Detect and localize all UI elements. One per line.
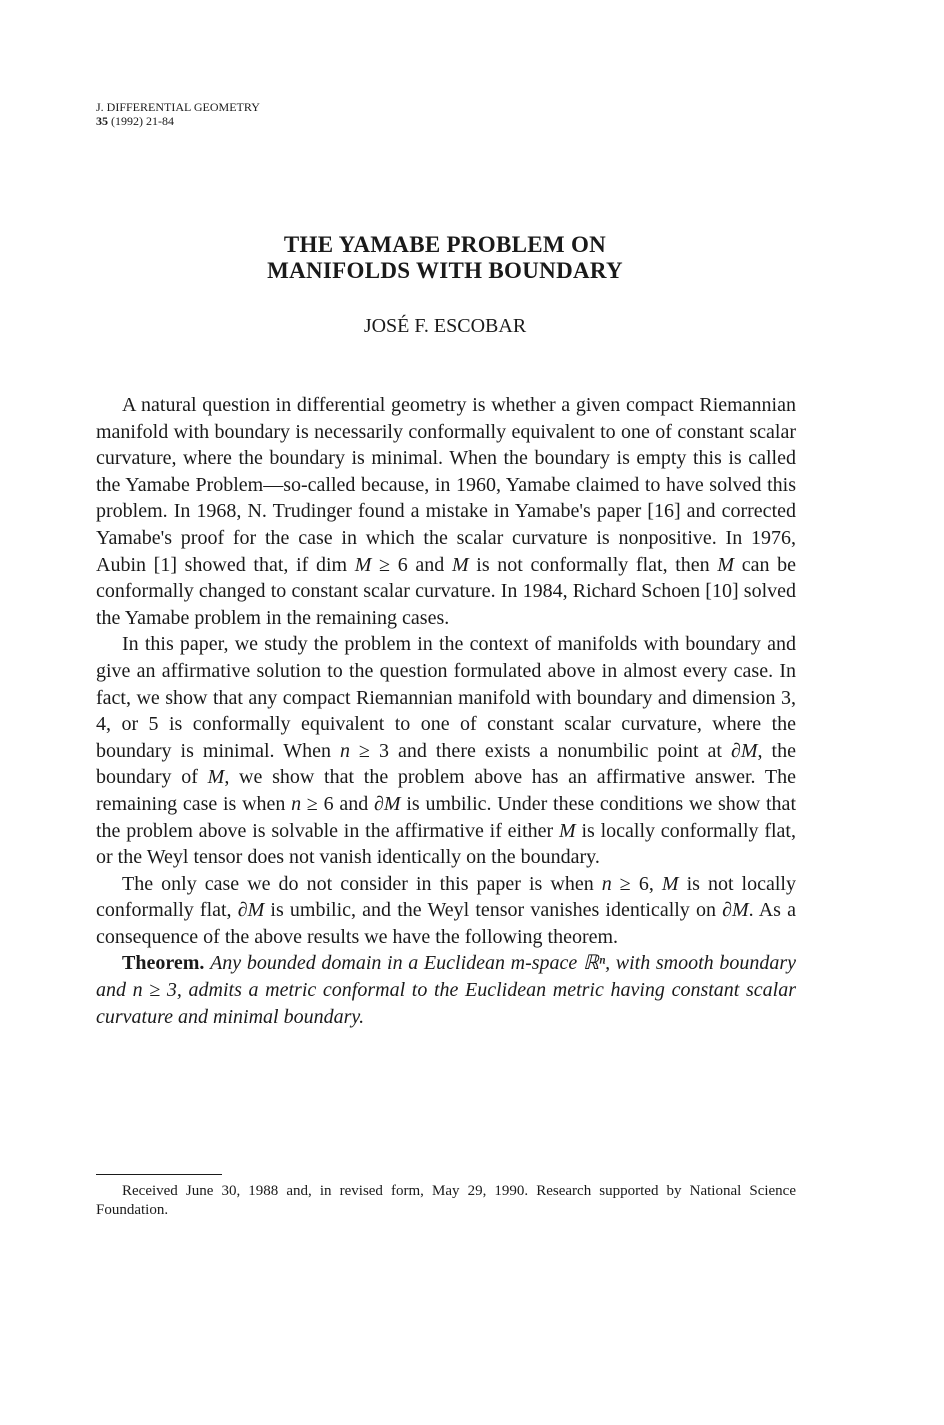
theorem-statement: Any bounded domain in a Euclidean m-space ℝⁿ, with smooth boundary and n ≥ 3, admits a metric conformal to the Euclidean metric having constant scalar curvature and minimal boundary. xyxy=(96,952,796,1028)
journal-header xyxy=(96,100,260,128)
math-run: n xyxy=(339,739,350,762)
math-run: ∂M xyxy=(374,792,401,815)
paragraph-2 xyxy=(96,631,796,870)
paragraph-1 xyxy=(96,392,796,631)
text-run: ≥ 3 and there exists a nonumbilic point at xyxy=(349,739,731,762)
paragraph-3 xyxy=(96,871,796,951)
math-run: M xyxy=(354,553,372,576)
math-run: ∂M xyxy=(237,899,265,922)
journal-volume-line xyxy=(96,114,260,128)
text-run: . As a consequence of the above results we have the following theorem. xyxy=(96,899,796,948)
paper-body xyxy=(96,392,796,1030)
text-run: is not locally conformally flat, xyxy=(96,872,796,922)
text-run: can be conformally changed to constant scalar curvature. In 1984, Richard Schoen [10] solved the Yamabe problem in the remaining cases. xyxy=(96,553,796,629)
math-run: M xyxy=(558,819,576,842)
text-run: A natural question in differential geometry is whether a given compact Riemannian manifold with boundary is necessarily conformally equivalent to one of constant scalar curvature, where the boundary is minimal. When the boundary is empty this is called the Yamabe Problem—so-called because, in 1960, Yamabe claimed to have solved this problem. In 1968, N. Trudinger found a mistake in Yamabe's paper [16] and corrected Yamabe's proof for the case in which the scalar curvature is nonpositive. In 1976, Aubin [1] showed that, if dim xyxy=(96,394,796,576)
math-run: ∂M xyxy=(731,739,758,762)
text-run: is locally conformally flat, or the Weyl tensor does not vanish identically on the boundary. xyxy=(96,819,796,869)
theorem-label: Theorem. xyxy=(122,952,205,975)
math-run: M xyxy=(451,553,469,576)
math-run: M xyxy=(717,553,735,576)
footnote-divider xyxy=(96,1174,222,1175)
journal-issue: (1992) 21-84 xyxy=(111,114,174,128)
text-run: ≥ 6, xyxy=(611,872,662,895)
text-run: The only case we do not consider in this paper is when xyxy=(122,872,602,895)
text-run: In this paper, we study the problem in the context of manifolds with boundary and give an affirmative solution to the question formulated above in almost every case. In fact, we show that any compact Riemannian manifold with boundary and dimension 3, 4, or 5 is conformally equivalent to one of constant scalar curvature, where the boundary is minimal. When xyxy=(96,633,796,762)
text-run: is umbilic, and the Weyl tensor vanishes identically on xyxy=(264,899,723,922)
journal-name: J. DIFFERENTIAL GEOMETRY xyxy=(96,100,260,114)
text-run: is not conformally flat, then xyxy=(468,553,718,576)
math-run: n xyxy=(601,872,612,895)
text-run: , the boundary of xyxy=(96,739,796,789)
text-run: is umbilic. Under these conditions we show that the problem above is solvable in the affirmative if either xyxy=(96,792,796,842)
title-line-1: THE YAMABE PROBLEM ON xyxy=(283,232,607,257)
theorem xyxy=(96,950,796,1030)
text-run: ≥ 6 and xyxy=(371,553,452,576)
math-run: M xyxy=(207,766,225,789)
author-name: JOSÉ F. ESCOBAR xyxy=(363,315,527,337)
text-run: , we show that the problem above has an affirmative answer. The remaining case is when xyxy=(96,766,796,815)
footnote: Received June 30, 1988 and, in revised form, May 29, 1990. Research supported by National Science Foundation. xyxy=(96,1183,796,1218)
math-run: ∂M xyxy=(722,899,749,922)
math-run: M xyxy=(661,872,679,895)
paper-title xyxy=(0,232,890,284)
text-run: ≥ 6 and xyxy=(301,792,375,815)
math-run: n xyxy=(291,792,302,815)
title-line-2: MANIFOLDS WITH BOUNDARY xyxy=(267,258,623,283)
journal-volume: 35 xyxy=(96,114,108,128)
